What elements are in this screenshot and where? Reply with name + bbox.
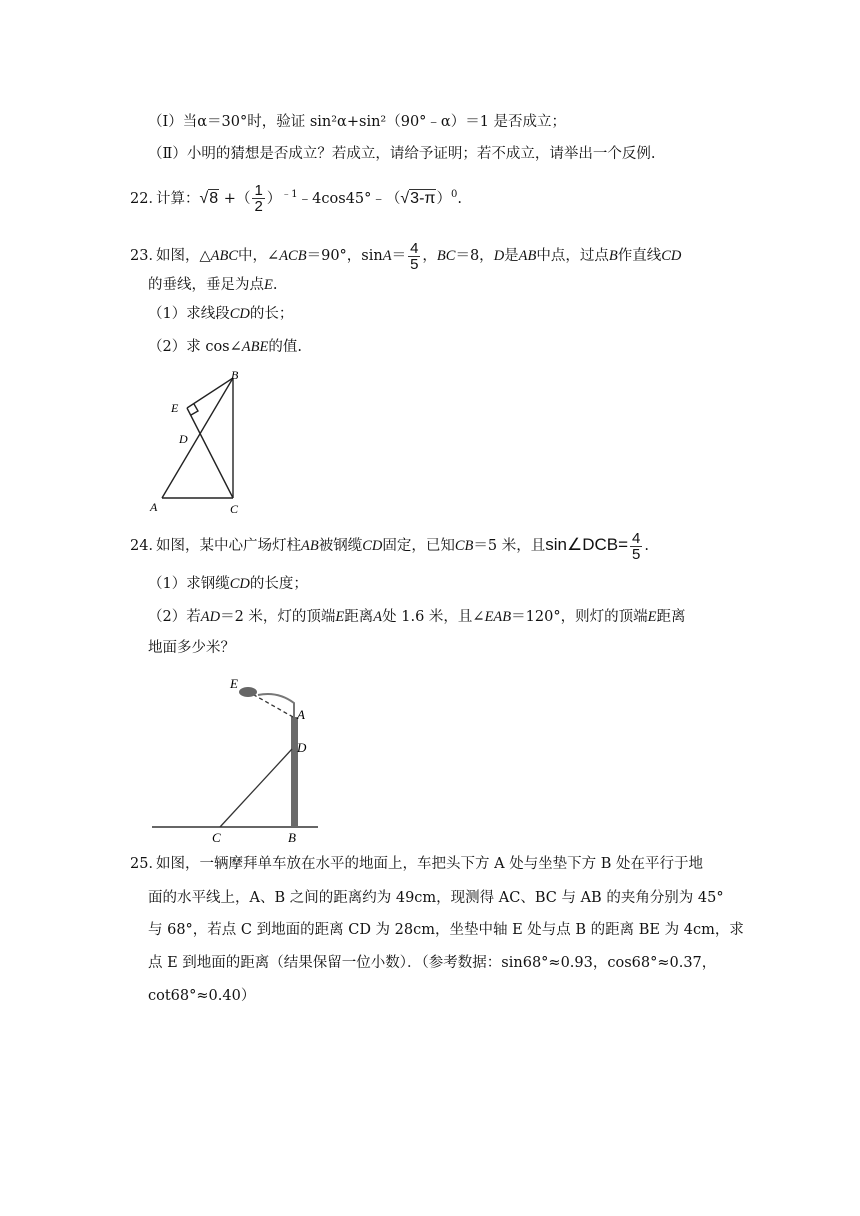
label-a: A — [150, 500, 158, 514]
label-b: B — [231, 368, 239, 382]
q23-line2: 的垂线，垂足为点E. — [148, 277, 278, 293]
label-a: A — [297, 707, 305, 722]
segment-ec — [187, 408, 233, 498]
q22-plus: +（ — [223, 190, 251, 207]
label-c: C — [212, 830, 221, 845]
q23-fraction: $\frac{4}{5}$ — [410, 239, 419, 273]
q22-sqrt8: √8 — [199, 189, 219, 207]
q23-triangle-figure — [145, 365, 255, 517]
q22-exp-neg1: ﹣1 — [281, 189, 298, 200]
q22-sqrt3-pi: √3-π — [400, 189, 436, 207]
q24-line3: 地面多少米？ — [148, 640, 235, 656]
q23-part2: （2）求 cos∠ABE的值. — [148, 339, 302, 355]
q23-number: 23． — [130, 248, 163, 264]
label-e: E — [171, 401, 179, 415]
q22-fraction: $\frac{1}{2}$ — [254, 182, 263, 216]
q24-part2: （2）若AD＝2 米，灯的顶端E距离A处 1.6 米，且∠EAB＝120°，则灯的顶端E距离 — [148, 609, 686, 625]
q22-rest1: ） — [266, 190, 282, 207]
lamp-arm-curve — [258, 694, 294, 717]
q25-line4: 点 E 到地面的距离（结果保留一位小数）．（参考数据：sin68°≈0.93，cos68°≈0.37， — [148, 955, 717, 971]
q25-line2: 面的水平线上，A、B 之间的距离约为 49cm，现测得 AC、BC 与 AB 的夹角分别为 45° — [148, 890, 724, 906]
q23-part1: （1）求线段CD的长； — [148, 306, 294, 322]
q21-part1: （Ⅰ）当α＝30°时，验证 sin²α+sin²（90°﹣α）＝1 是否成立； — [148, 114, 567, 130]
q24-fraction: $\frac{4}{5}$ — [632, 529, 641, 563]
lamp-head — [239, 687, 257, 697]
q25-line1: 25．如图，一辆摩拜单车放在水平的地面上，车把头下方 A 处与坐垫下方 B 处在平行于地 — [130, 856, 704, 872]
q25-line3: 与 68°，若点 C 到地面的距离 CD 为 28cm，坐垫中轴 E 处与点 B 的距离 BE 为 4cm，求 — [148, 922, 744, 938]
label-d: D — [297, 740, 307, 755]
q22-rest2: ﹣4cos45°﹣（ — [297, 190, 401, 207]
label-b: B — [288, 830, 296, 845]
q22-number: 22． — [130, 190, 163, 207]
q22-line — [130, 180, 462, 214]
label-e: E — [230, 676, 238, 691]
q22-rest3: ） — [436, 190, 451, 207]
q22-end: . — [457, 190, 462, 207]
q25-number: 25． — [130, 856, 163, 872]
lamp-pole — [291, 717, 298, 827]
right-angle-mark — [191, 404, 198, 415]
q23-line1: 23．如图，△ABC中，∠ACB＝90°，sinA＝ $\frac{4}{5}$ ，BC＝8，D是AB中点，过点B作直线CD — [130, 239, 682, 273]
q22-lead: 计算： — [156, 190, 200, 207]
segment-eb — [187, 378, 233, 408]
q24-lamp-post-figure — [150, 673, 320, 845]
q24-line1: 24．如图，某中心广场灯柱AB被钢缆CD固定，已知CB＝5 米，且sin∠DCB= $\frac{4}{5}$ . — [130, 529, 649, 563]
label-c: C — [230, 502, 239, 516]
segment-ab — [162, 378, 233, 498]
q24-part1: （1）求钢缆CD的长度； — [148, 576, 308, 592]
cable-cd — [220, 749, 292, 827]
q24-sin-expression: sin∠DCB= — [545, 535, 629, 554]
q24-number: 24． — [130, 538, 163, 554]
q25-line5: cot68°≈0.40） — [148, 988, 256, 1004]
label-d: D — [179, 432, 188, 446]
q22-exp-0: 0 — [450, 189, 458, 200]
q21-part2: （Ⅱ）小明的猜想是否成立？若成立，请给予证明；若不成立，请举出一个反例. — [148, 146, 656, 162]
